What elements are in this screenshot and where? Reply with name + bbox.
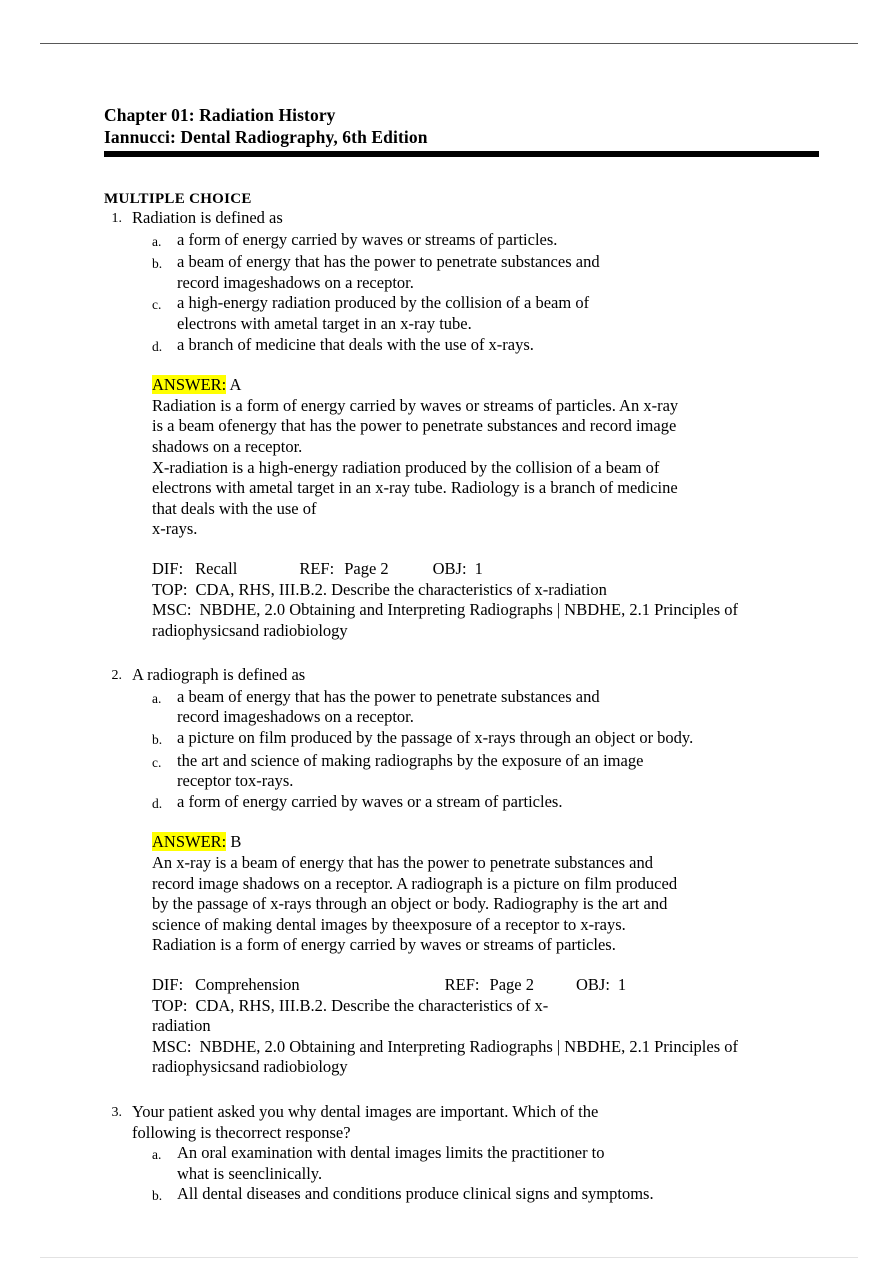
- option-text: [174, 792, 834, 813]
- metadata-msc-first-line: [152, 600, 834, 621]
- question-number: 1.: [111, 211, 122, 226]
- answer-option[interactable]: [152, 230, 834, 253]
- metadata-msc-key: MSC:: [152, 600, 192, 620]
- question-stem-line: Radiation is defined as: [132, 208, 283, 227]
- header-chapter-title: Chapter 01: Radiation History: [104, 105, 336, 125]
- option-text: [174, 728, 834, 749]
- answer-option[interactable]: [152, 1143, 834, 1184]
- question-metadata: [104, 559, 834, 641]
- page-content: [104, 104, 834, 1207]
- metadata-ref-key: REF:: [444, 975, 480, 994]
- option-letter: a.: [152, 1147, 162, 1163]
- metadata-msc-key: MSC:: [152, 1036, 192, 1056]
- metadata-top-value-line: CDA, RHS, III.B.2. Describe the characteristics of x-radiation: [195, 579, 607, 599]
- option-letter: b.: [152, 256, 163, 272]
- answer-rationale-line: An x-ray is a beam of energy that has the power to penetrate substances and: [152, 853, 653, 873]
- answer-option[interactable]: [152, 751, 834, 792]
- question-number: 3.: [111, 1104, 122, 1120]
- option-text-line: the art and science of making radiographs by the exposure of an image: [177, 750, 644, 770]
- option-letter: a.: [152, 233, 162, 249]
- option-text-line: a picture on film produced by the passage of x-rays through an object or body.: [177, 728, 694, 748]
- answer-option[interactable]: [152, 335, 834, 358]
- metadata-dif-key: DIF:: [152, 975, 184, 994]
- option-letter: c.: [152, 754, 162, 770]
- option-text: [174, 1143, 834, 1184]
- answer-rationale: [152, 396, 834, 540]
- metadata-dif-row: [152, 975, 834, 996]
- metadata-obj-value: 1: [617, 975, 627, 994]
- option-letter: b.: [152, 732, 163, 748]
- option-text: [174, 687, 834, 728]
- answer-rationale-line: X-radiation is a high-energy radiation produced by the collision of a beam of: [152, 457, 660, 477]
- answer-block: [104, 832, 834, 956]
- option-text-line: a high-energy radiation produced by the collision of a beam of: [177, 293, 590, 313]
- option-text-line: An oral examination with dental images limits the practitioner to: [177, 1143, 605, 1163]
- answer-option[interactable]: [152, 293, 834, 334]
- option-letter: d.: [152, 338, 163, 354]
- option-text-line: what is seenclinically.: [177, 1163, 323, 1183]
- metadata-ref-value: Page 2: [489, 975, 534, 994]
- metadata-msc-row: [152, 1037, 834, 1078]
- question-block: [104, 665, 834, 1078]
- answer-rationale-line: x-rays.: [152, 519, 198, 539]
- metadata-top-row: [152, 580, 834, 601]
- option-text: [174, 1184, 834, 1205]
- question-metadata: [104, 975, 834, 1078]
- metadata-top-first-line: [152, 996, 834, 1017]
- metadata-obj-key: OBJ:: [575, 975, 610, 994]
- question-stem: [128, 208, 834, 229]
- metadata-obj-key: OBJ:: [432, 558, 467, 578]
- question-stem-line: Your patient asked you why dental images are important. Which of the: [132, 1101, 599, 1121]
- answer-correct-letter: B: [230, 832, 242, 852]
- page-top-rule: [40, 43, 858, 44]
- question-block: [104, 208, 834, 641]
- answer-option[interactable]: [152, 687, 834, 728]
- section-heading: MULTIPLE CHOICE: [104, 191, 252, 207]
- header-book-title: Iannucci: Dental Radiography, 6th Edition: [104, 127, 428, 147]
- option-text-line: a form of energy carried by waves or streams of particles.: [177, 229, 558, 249]
- answer-rationale-line: by the passage of x-rays through an object or body. Radiography is the art and: [152, 894, 668, 914]
- metadata-msc-row: [152, 600, 834, 641]
- option-text-line: electrons with ametal target in an x-ray tube.: [177, 313, 472, 333]
- answer-rationale-line: is a beam ofenergy that has the power to penetrate substances and record image: [152, 416, 677, 436]
- question-stem: [128, 665, 834, 686]
- metadata-dif-value: Recall: [195, 558, 238, 578]
- option-letter: a.: [152, 690, 162, 706]
- option-text: [174, 230, 834, 251]
- option-text-line: a form of energy carried by waves or a stream of particles.: [177, 791, 563, 811]
- document-header: [104, 104, 834, 148]
- option-text: [174, 751, 834, 792]
- metadata-ref-key: REF:: [299, 558, 335, 578]
- option-text-line: a branch of medicine that deals with the use of x-rays.: [177, 334, 534, 354]
- metadata-dif-value: Comprehension: [195, 975, 300, 994]
- question-stem-line: following is thecorrect response?: [132, 1122, 351, 1142]
- metadata-msc-first-line: [152, 1037, 834, 1058]
- answer-heading: [152, 832, 834, 853]
- answer-rationale-line: science of making dental images by theexposure of a receptor to x-rays.: [152, 914, 626, 934]
- question-block: [104, 1102, 834, 1207]
- metadata-obj-value: 1: [474, 558, 483, 578]
- option-text-line: record imageshadows on a receptor.: [177, 707, 414, 727]
- option-letter: d.: [152, 795, 163, 811]
- answer-heading: [152, 375, 834, 396]
- option-letter: c.: [152, 297, 162, 313]
- answer-option-list: [104, 1143, 834, 1207]
- metadata-top-key: TOP:: [152, 579, 188, 599]
- answer-rationale-line: that deals with the use of: [152, 498, 317, 518]
- question-number: 2.: [111, 668, 122, 684]
- answer-label-highlight: ANSWER:: [152, 375, 227, 395]
- option-text-line: record imageshadows on a receptor.: [177, 272, 414, 292]
- option-text: [174, 335, 834, 356]
- question-list: [104, 208, 834, 1207]
- option-letter: b.: [152, 1188, 163, 1204]
- answer-option-list: [104, 230, 834, 358]
- answer-block: [104, 375, 834, 540]
- question-stem-row: [104, 665, 834, 687]
- option-text: [174, 252, 834, 293]
- metadata-top-value-line: CDA, RHS, III.B.2. Describe the characteristics of x-: [195, 995, 549, 1015]
- option-text-line: receptor tox-rays.: [177, 771, 294, 791]
- answer-label-highlight: ANSWER:: [152, 832, 227, 852]
- option-text: [174, 293, 834, 334]
- answer-rationale-line: shadows on a receptor.: [152, 436, 303, 456]
- metadata-top-key: TOP:: [152, 995, 188, 1015]
- answer-option-list: [104, 687, 834, 815]
- answer-option[interactable]: [152, 792, 834, 815]
- option-text-line: a beam of energy that has the power to penetrate substances and: [177, 252, 600, 272]
- question-stem-row: [104, 208, 834, 230]
- answer-rationale-line: electrons with ametal target in an x-ray tube. Radiology is a branch of medicine: [152, 478, 678, 498]
- metadata-msc-value-line: NBDHE, 2.0 Obtaining and Interpreting Radiographs | NBDHE, 2.1 Principles of: [199, 600, 738, 620]
- answer-option[interactable]: [152, 728, 834, 751]
- metadata-ref-value: Page 2: [344, 558, 389, 578]
- answer-correct-letter: A: [229, 375, 242, 395]
- option-text-line: a beam of energy that has the power to penetrate substances and: [177, 686, 600, 706]
- option-text-line: All dental diseases and conditions produce clinical signs and symptoms.: [177, 1184, 654, 1204]
- answer-rationale: [152, 853, 834, 956]
- metadata-dif-row: [152, 559, 834, 580]
- metadata-dif-key: DIF:: [152, 558, 184, 578]
- metadata-msc-value-line: radiophysicsand radiobiology: [152, 1057, 348, 1077]
- answer-option[interactable]: [152, 1184, 834, 1207]
- metadata-msc-value-line: NBDHE, 2.0 Obtaining and Interpreting Radiographs | NBDHE, 2.1 Principles of: [199, 1036, 738, 1056]
- metadata-top-row: [152, 996, 834, 1037]
- metadata-top-first-line: [152, 580, 834, 601]
- question-stem-row: [104, 1102, 834, 1143]
- header-divider-bar: [104, 151, 819, 157]
- metadata-msc-value-line: radiophysicsand radiobiology: [152, 620, 348, 640]
- answer-rationale-line: Radiation is a form of energy carried by waves or streams of particles. An x-ray: [152, 395, 679, 415]
- answer-option[interactable]: [152, 252, 834, 293]
- answer-rationale-line: Radiation is a form of energy carried by waves or streams of particles.: [152, 935, 616, 955]
- question-stem-line: A radiograph is defined as: [132, 665, 306, 685]
- answer-rationale-line: record image shadows on a receptor. A radiograph is a picture on film produced: [152, 873, 678, 893]
- page-bottom-rule: [40, 1257, 858, 1258]
- question-stem: [128, 1102, 834, 1143]
- metadata-top-value-line: radiation: [152, 1016, 211, 1036]
